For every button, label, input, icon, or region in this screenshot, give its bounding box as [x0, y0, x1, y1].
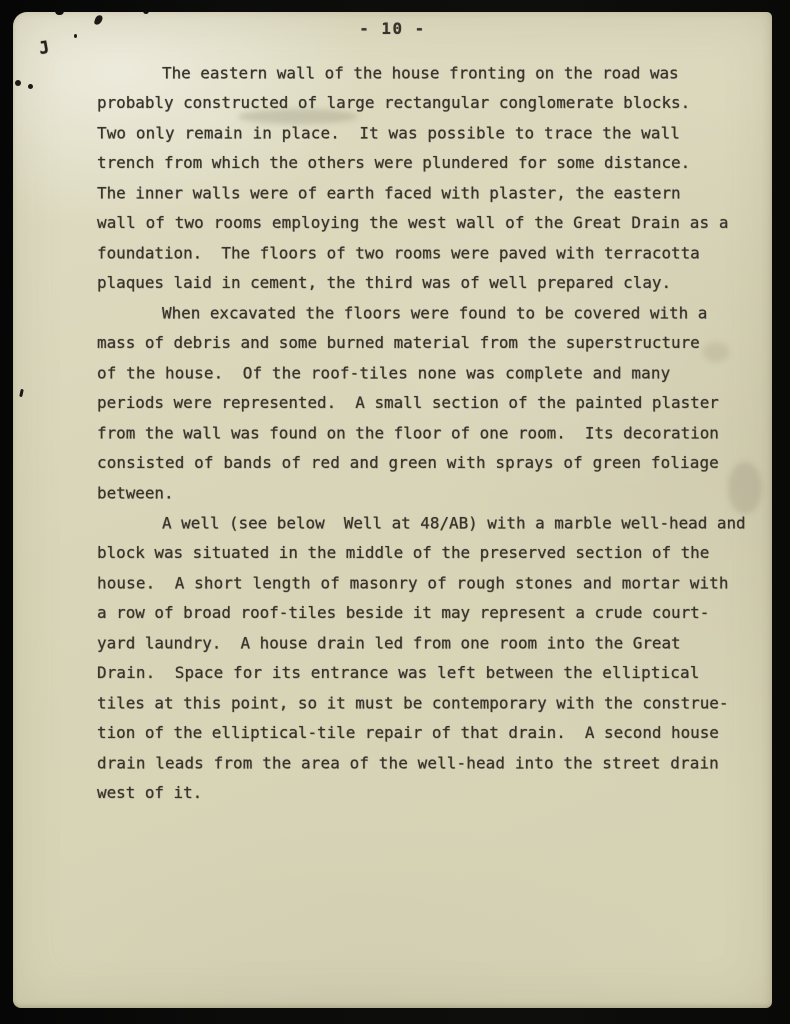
- text-line: wall of two rooms employing the west wall of the Great Drain as a: [97, 213, 729, 232]
- text-line: trench from which the others were plundered for some distance.: [97, 153, 691, 172]
- text-line: block was situated in the middle of the preserved section of the: [97, 543, 710, 562]
- text-line: When excavated the floors were found to be covered with a: [162, 303, 708, 323]
- text-line: west of it.: [97, 783, 203, 802]
- text-line: house. A short length of masonry of rough stones and mortar with: [97, 573, 729, 593]
- text-line: tion of the elliptical-tile repair of that drain. A second house: [97, 723, 719, 742]
- text-line: periods were represented. A small section of the painted plaster: [97, 393, 719, 412]
- paragraph: [97, 508, 746, 808]
- text-line: A well (see below Well at 48/AB) with a marble well-head and: [162, 513, 746, 533]
- ink-speck: [74, 34, 77, 38]
- text-line: The eastern wall of the house fronting on the road was: [162, 63, 679, 83]
- paragraph: [97, 58, 738, 298]
- paragraph: [97, 298, 738, 508]
- text-line: yard laundry. A house drain led from one room into the Great: [97, 633, 681, 653]
- text-line: between.: [97, 483, 174, 503]
- text-line: tiles at this point, so it must be contemporary with the construe-: [97, 693, 729, 713]
- text-line: Two only remain in place. It was possible to trace the wall: [97, 123, 681, 143]
- ink-speck: [28, 84, 33, 89]
- ink-speck: [19, 389, 24, 397]
- paper-sheet: [13, 12, 772, 1008]
- text-line: of the house. Of the roof-tiles none was complete and many: [97, 363, 671, 383]
- text-line: a row of broad roof-tiles beside it may represent a crude court-: [97, 603, 710, 622]
- page-number: - 10 -: [359, 19, 426, 38]
- text-line: probably constructed of large rectangular conglomerate blocks.: [97, 93, 691, 112]
- text-line: consisted of bands of red and green with sprays of green foliage: [97, 453, 719, 472]
- text-line: The inner walls were of earth faced with plaster, the eastern: [97, 183, 681, 203]
- text-line: Drain. Space for its entrance was left between the elliptical: [97, 663, 700, 682]
- paper-edge-nick: [55, 11, 64, 15]
- text-line: mass of debris and some burned material from the superstructure: [97, 333, 700, 352]
- text-line: plaques laid in cement, the third was of well prepared clay.: [97, 273, 672, 292]
- ink-speck: [15, 80, 21, 86]
- text-line: foundation. The floors of two rooms were paved with terracotta: [97, 243, 700, 263]
- ink-mark: J: [37, 37, 51, 60]
- text-column: [97, 58, 746, 808]
- text-line: from the wall was found on the floor of one room. Its decoration: [97, 423, 719, 443]
- text-line: drain leads from the area of the well-head into the street drain: [97, 753, 719, 773]
- paper-edge-nick: [143, 11, 149, 14]
